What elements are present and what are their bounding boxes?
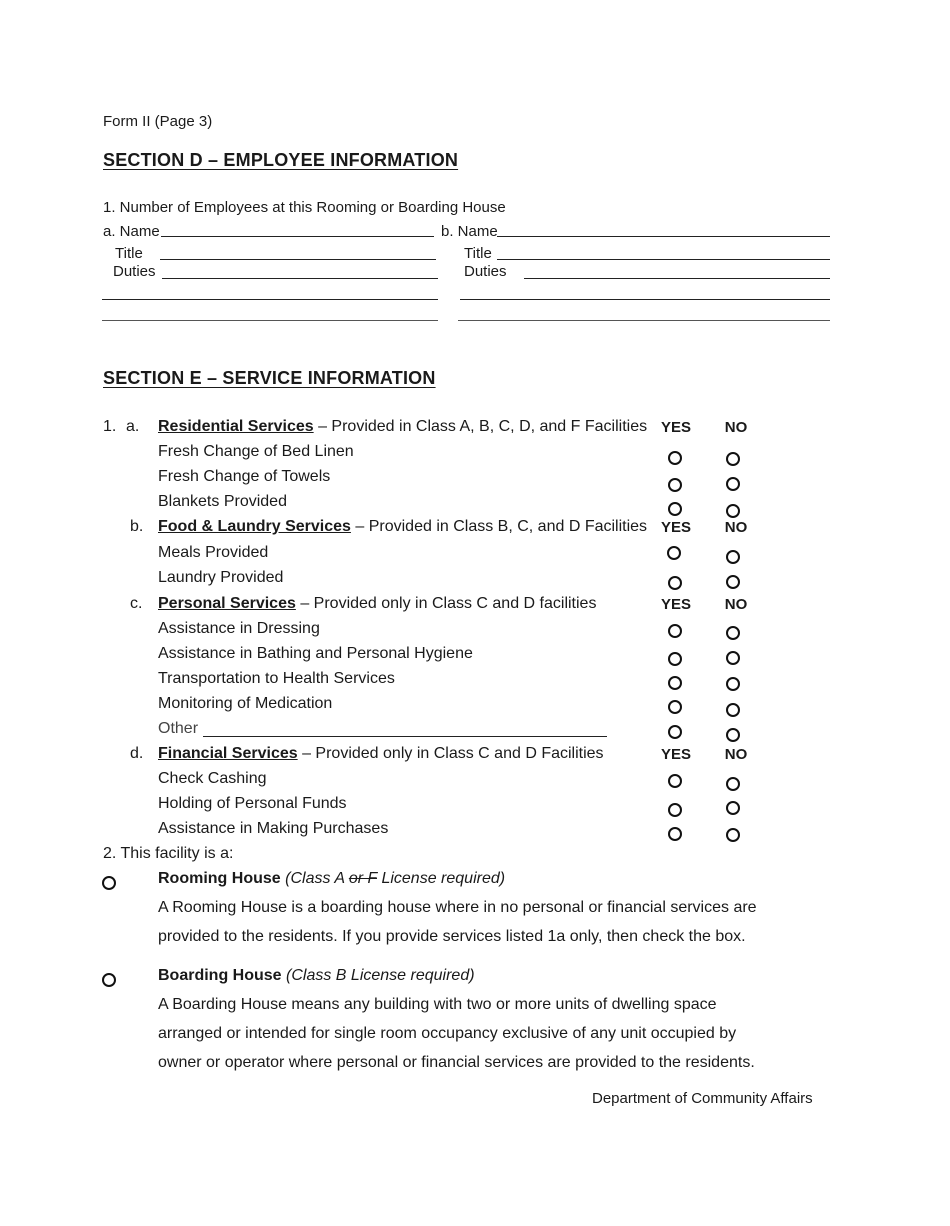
laundry-no-radio[interactable] (726, 575, 740, 589)
no-header-c: NO (724, 596, 748, 613)
section-d-title: SECTION D – EMPLOYEE INFORMATION (103, 150, 459, 170)
bed-linen-no-radio[interactable] (726, 452, 740, 466)
service-item: Laundry Provided (158, 569, 284, 586)
employee-b-title-label: Title (464, 245, 492, 262)
transport-no-radio[interactable] (726, 677, 740, 691)
employee-a-name-field[interactable] (161, 236, 434, 237)
group-c-letter: c. (130, 595, 143, 612)
yes-header-d: YES (660, 746, 691, 763)
towels-no-radio[interactable] (726, 477, 740, 491)
laundry-yes-radio[interactable] (668, 576, 682, 590)
personal-funds-no-radio[interactable] (726, 801, 740, 815)
service-item: Fresh Change of Towels (158, 468, 331, 485)
personal-funds-yes-radio[interactable] (668, 803, 682, 817)
employee-a-duties-line-2[interactable] (102, 299, 438, 300)
employee-b-name-field[interactable] (497, 236, 830, 237)
group-b-letter: b. (130, 518, 144, 535)
bathing-yes-radio[interactable] (668, 652, 682, 666)
group-b-heading: Food & Laundry Services – Provided in Class B, C, and D Facilities (158, 518, 648, 535)
employee-a-title-label: Title (115, 245, 143, 262)
group-c-heading: Personal Services – Provided only in Class C and D facilities (158, 595, 597, 612)
group-d-heading: Financial Services – Provided only in Class C and D Facilities (158, 745, 604, 762)
check-cashing-yes-radio[interactable] (668, 774, 682, 788)
service-item: Blankets Provided (158, 493, 287, 510)
blankets-yes-radio[interactable] (668, 502, 682, 516)
service-item: Holding of Personal Funds (158, 795, 347, 812)
employee-a-title-field[interactable] (160, 259, 436, 260)
yes-header-a: YES (660, 419, 691, 436)
employee-b-duties-line-2[interactable] (460, 299, 830, 300)
section-e-title: SECTION E – SERVICE INFORMATION (103, 368, 436, 388)
meals-yes-radio[interactable] (667, 546, 681, 560)
other-service-field[interactable] (203, 736, 607, 737)
service-item: Check Cashing (158, 770, 267, 787)
dressing-no-radio[interactable] (726, 626, 740, 640)
form-label: Form II (Page 3) (103, 113, 213, 130)
group-a-letter: a. (126, 418, 140, 435)
no-header-b: NO (724, 519, 748, 536)
service-item: Transportation to Health Services (158, 670, 395, 687)
employee-a-duties-field[interactable] (162, 278, 438, 279)
no-header-d: NO (724, 746, 748, 763)
check-cashing-no-radio[interactable] (726, 777, 740, 791)
question-2-label: 2. This facility is a: (103, 845, 234, 862)
purchases-no-radio[interactable] (726, 828, 740, 842)
rooming-house-heading: Rooming House (Class A or F License required) (158, 870, 506, 887)
medication-yes-radio[interactable] (668, 700, 682, 714)
meals-no-radio[interactable] (726, 550, 740, 564)
service-item: Monitoring of Medication (158, 695, 333, 712)
service-item: Assistance in Dressing (158, 620, 320, 637)
yes-header-b: YES (660, 519, 691, 536)
employee-b-title-field[interactable] (497, 259, 830, 260)
group-d-letter: d. (130, 745, 144, 762)
boarding-house-heading: Boarding House (Class B License required) (158, 967, 475, 984)
rooming-house-description: A Rooming House is a boarding house where in no personal or financial services are provided to the residents. If you provide services listed 1a only, then check the box. (158, 899, 757, 945)
rooming-house-radio[interactable] (102, 876, 116, 890)
yes-header-c: YES (660, 596, 691, 613)
service-item: Fresh Change of Bed Linen (158, 443, 354, 460)
employee-a-duties-line-3[interactable] (102, 320, 438, 321)
other-yes-radio[interactable] (668, 725, 682, 739)
employee-b-duties-label: Duties (464, 263, 507, 280)
service-item: Assistance in Bathing and Personal Hygiene (158, 645, 473, 662)
group-a-heading: Residential Services – Provided in Class A, B, C, D, and F Facilities (158, 418, 648, 435)
other-no-radio[interactable] (726, 728, 740, 742)
service-item-other: Other (158, 720, 199, 737)
employee-a-duties-label: Duties (113, 263, 156, 280)
bed-linen-yes-radio[interactable] (668, 451, 682, 465)
no-header-a: NO (724, 419, 748, 436)
blankets-no-radio[interactable] (726, 504, 740, 518)
transport-yes-radio[interactable] (668, 676, 682, 690)
towels-yes-radio[interactable] (668, 478, 682, 492)
department-footer: Department of Community Affairs (592, 1090, 813, 1107)
employee-b-duties-line-3[interactable] (458, 320, 830, 321)
employee-a-name-label: a. Name (103, 223, 160, 240)
dressing-yes-radio[interactable] (668, 624, 682, 638)
employee-b-duties-field[interactable] (524, 278, 830, 279)
employee-b-name-label: b. Name (441, 223, 498, 240)
service-item: Assistance in Making Purchases (158, 820, 389, 837)
boarding-house-radio[interactable] (102, 973, 116, 987)
boarding-house-description: A Boarding House means any building with two or more units of dwelling space arranged or intended for single room occupancy exclusive of any unit occupied by owner or operator where personal or financial services are provided to the residents. (158, 996, 755, 1071)
service-item: Meals Provided (158, 544, 269, 561)
question-1-number: 1. (103, 418, 117, 435)
medication-no-radio[interactable] (726, 703, 740, 717)
purchases-yes-radio[interactable] (668, 827, 682, 841)
employee-count-question: 1. Number of Employees at this Rooming or Boarding House (103, 199, 506, 216)
bathing-no-radio[interactable] (726, 651, 740, 665)
